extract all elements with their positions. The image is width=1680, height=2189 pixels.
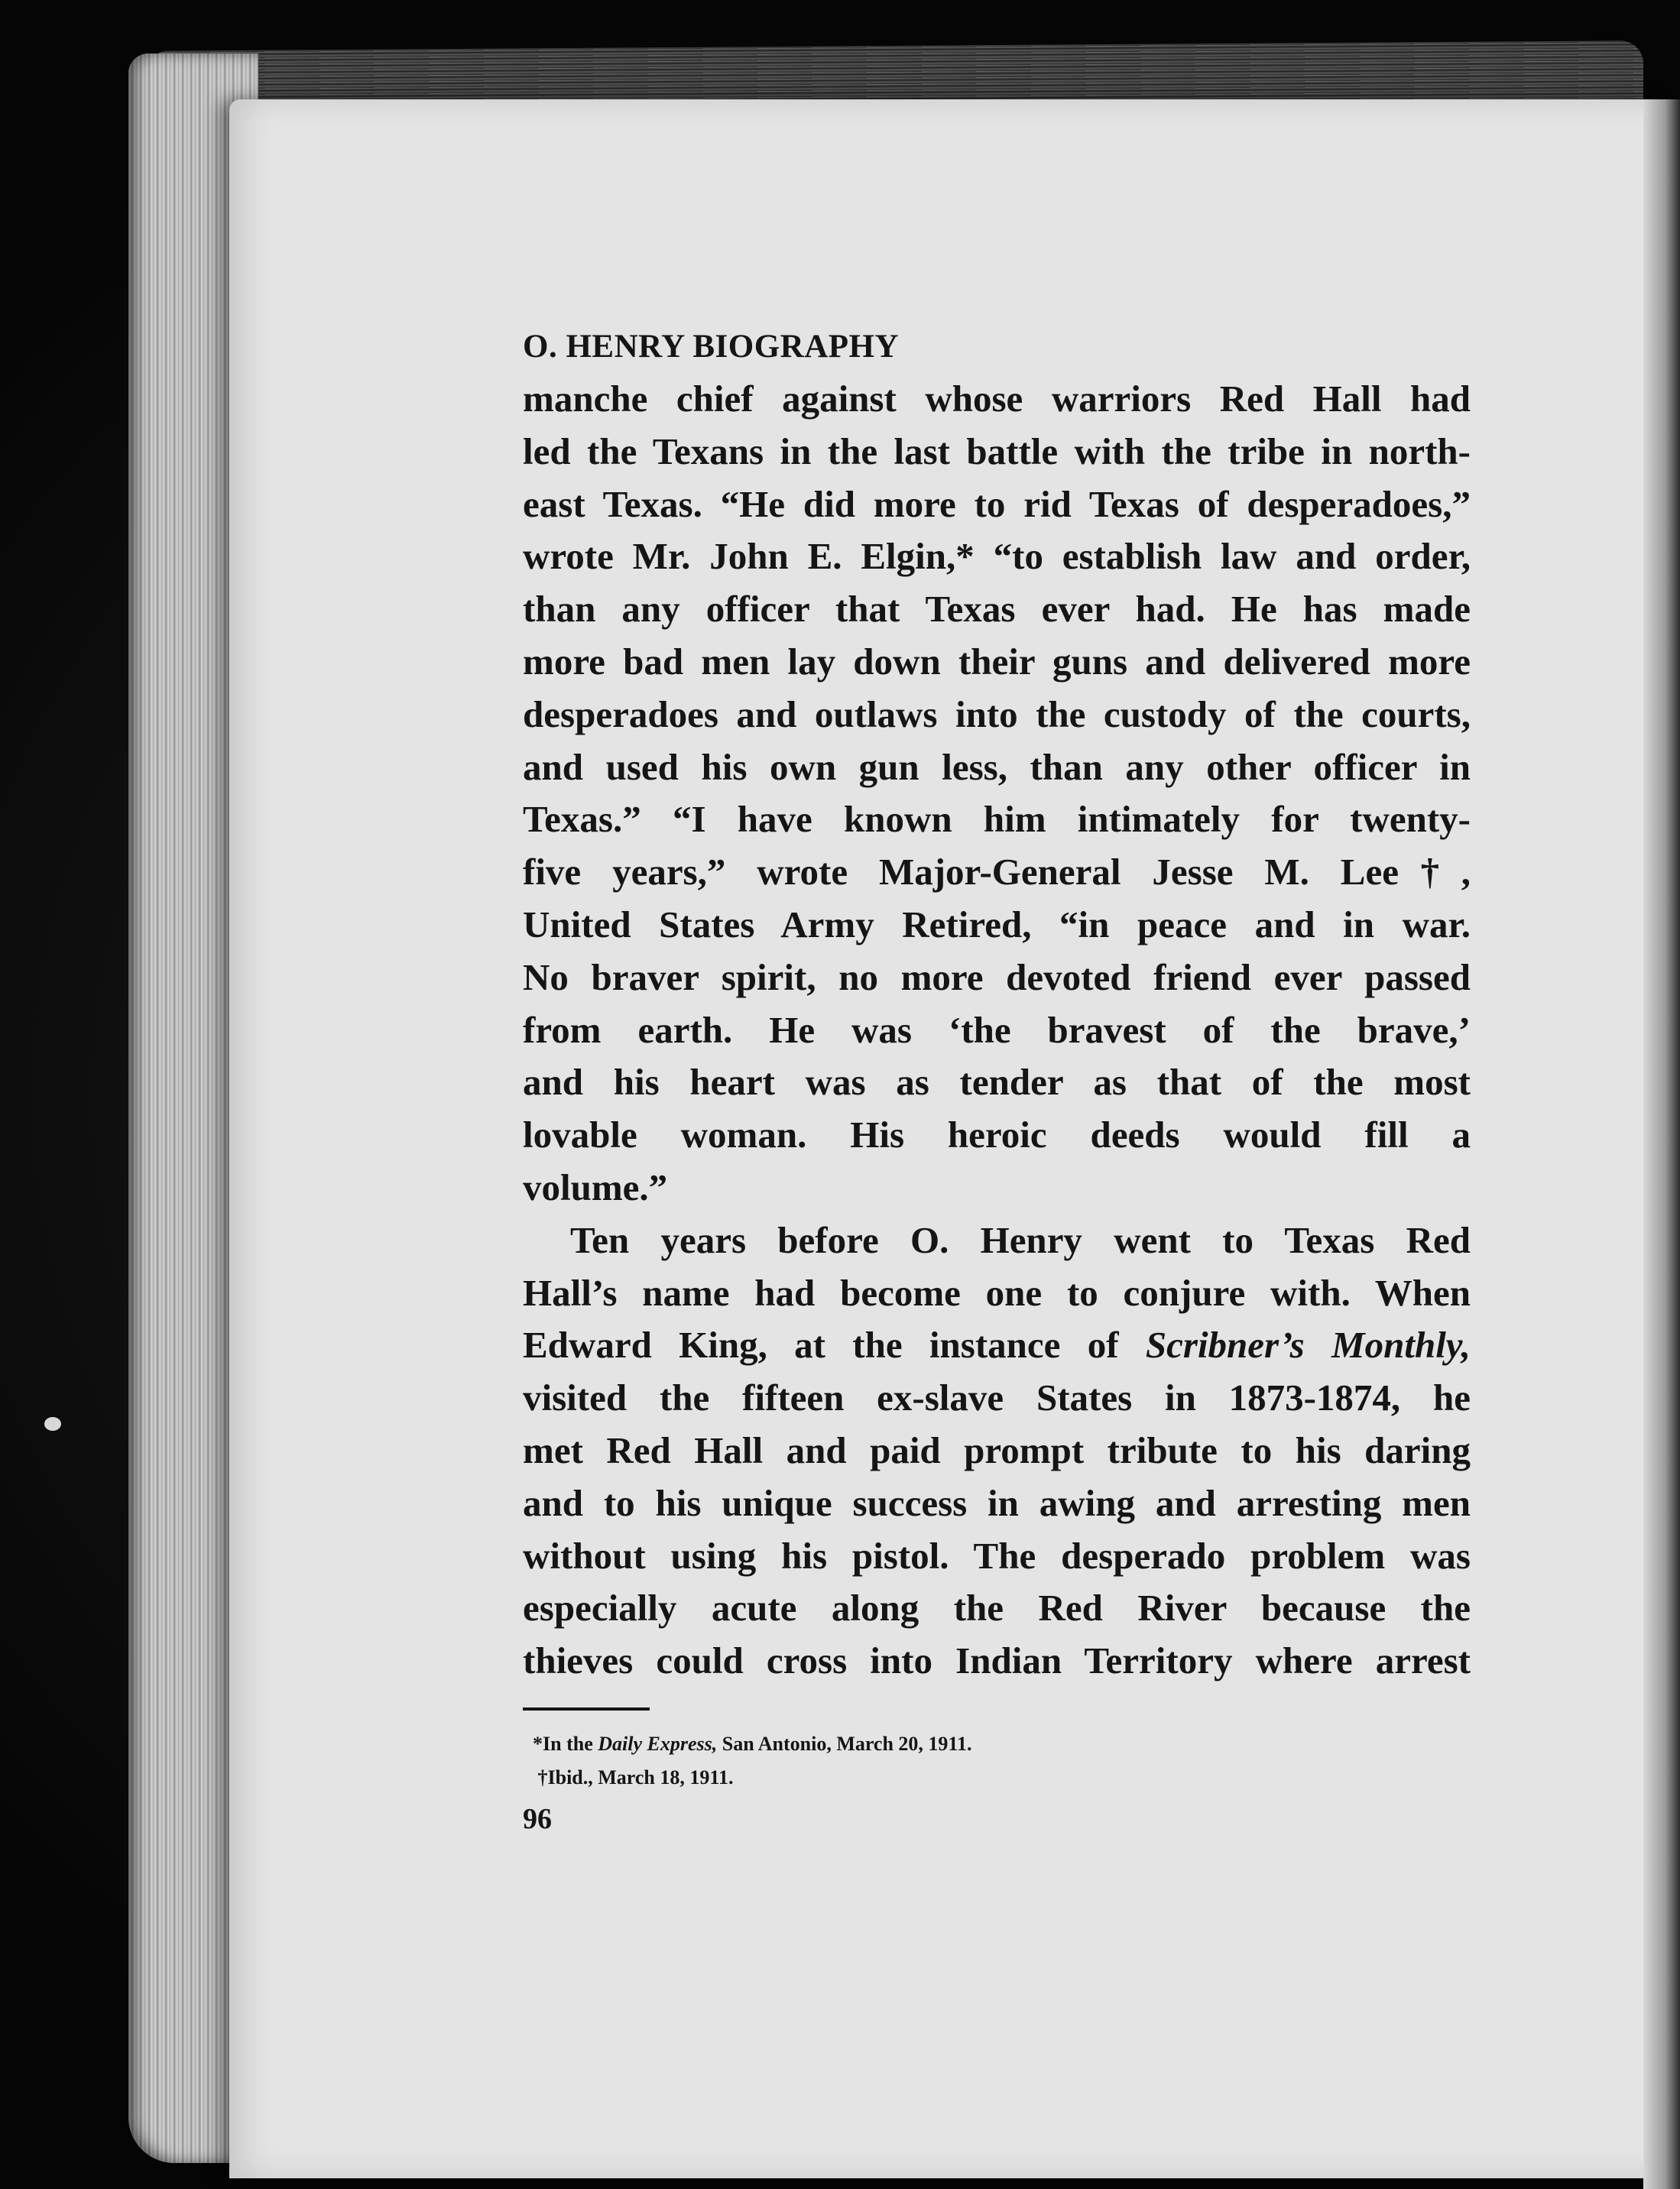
text-run: Edward King, at the instance of <box>523 1324 1146 1367</box>
footnote-2 <box>523 1761 1471 1795</box>
text-line: and his heart was as tender as that of the most <box>523 1061 1471 1104</box>
text-line: desperadoes and outlaws into the custody of the courts, <box>523 692 1471 735</box>
text-line: and used his own gun less, than any other officer in <box>523 745 1471 788</box>
text-line: led the Texans in the last battle with the tribe in north- <box>523 430 1471 472</box>
footnote-1 <box>523 1727 1471 1761</box>
page-gutter-shadow <box>1643 99 1680 2189</box>
text-line: No braver spirit, no more devoted friend ever passed <box>523 955 1471 998</box>
italic-title: Scribner’s Monthly, <box>1145 1324 1471 1367</box>
text-line: than any officer that Texas ever had. He has made <box>523 588 1471 631</box>
scan-speck <box>44 1417 61 1431</box>
footnote-rule <box>523 1707 650 1711</box>
text-line: thieves could cross into Indian Territory where arrest <box>523 1639 1471 1682</box>
text-line: Hall’s name had become one to conjure with. When <box>523 1271 1471 1314</box>
text-line: Ten years before O. Henry went to Texas Red <box>570 1218 1471 1261</box>
text-line: manche chief against whose warriors Red Hall had <box>523 378 1471 420</box>
text-line: from earth. He was ‘the bravest of the brave,’ <box>523 1008 1471 1051</box>
footnote-text: *In the <box>533 1732 598 1755</box>
text-line: United States Army Retired, “in peace and in war. <box>523 903 1471 945</box>
footnote-italic: Daily Express, <box>598 1732 718 1755</box>
page-text <box>523 321 1471 1840</box>
text-line: Texas.” “I have known him intimately for twenty- <box>523 798 1471 841</box>
text-line: five years,” wrote Major-General Jesse M. Lee†, <box>523 851 1471 893</box>
text-line: more bad men lay down their guns and delivered more <box>523 640 1471 683</box>
text-line: and to his unique success in awing and arresting men <box>523 1481 1471 1524</box>
footnote-text: San Antonio, March 20, 1911. <box>717 1732 972 1755</box>
text-line: especially acute along the Red River because the <box>523 1587 1471 1630</box>
paragraph-2 <box>523 1214 1471 1688</box>
text-line <box>523 1319 1471 1372</box>
page-number: 96 <box>523 1802 552 1835</box>
running-head: O. HENRY BIOGRAPHY <box>523 329 900 365</box>
text-line: east Texas. “He did more to rid Texas of desperadoes,” <box>523 482 1471 525</box>
paragraph-1 <box>523 373 1471 1214</box>
text-line: lovable woman. His heroic deeds would fill a <box>523 1114 1471 1156</box>
footnote-text: †Ibid., March 18, 1911. <box>537 1766 734 1788</box>
text-line: visited the fifteen ex-slave States in 1873-1874, he <box>523 1377 1471 1419</box>
text-line: met Red Hall and paid prompt tribute to his daring <box>523 1429 1471 1471</box>
text-line: without using his pistol. The desperado problem was <box>523 1534 1471 1577</box>
text-line: volume.” <box>523 1166 668 1208</box>
text-line: wrote Mr. John E. Elgin,* “to establish law and order, <box>523 535 1471 578</box>
